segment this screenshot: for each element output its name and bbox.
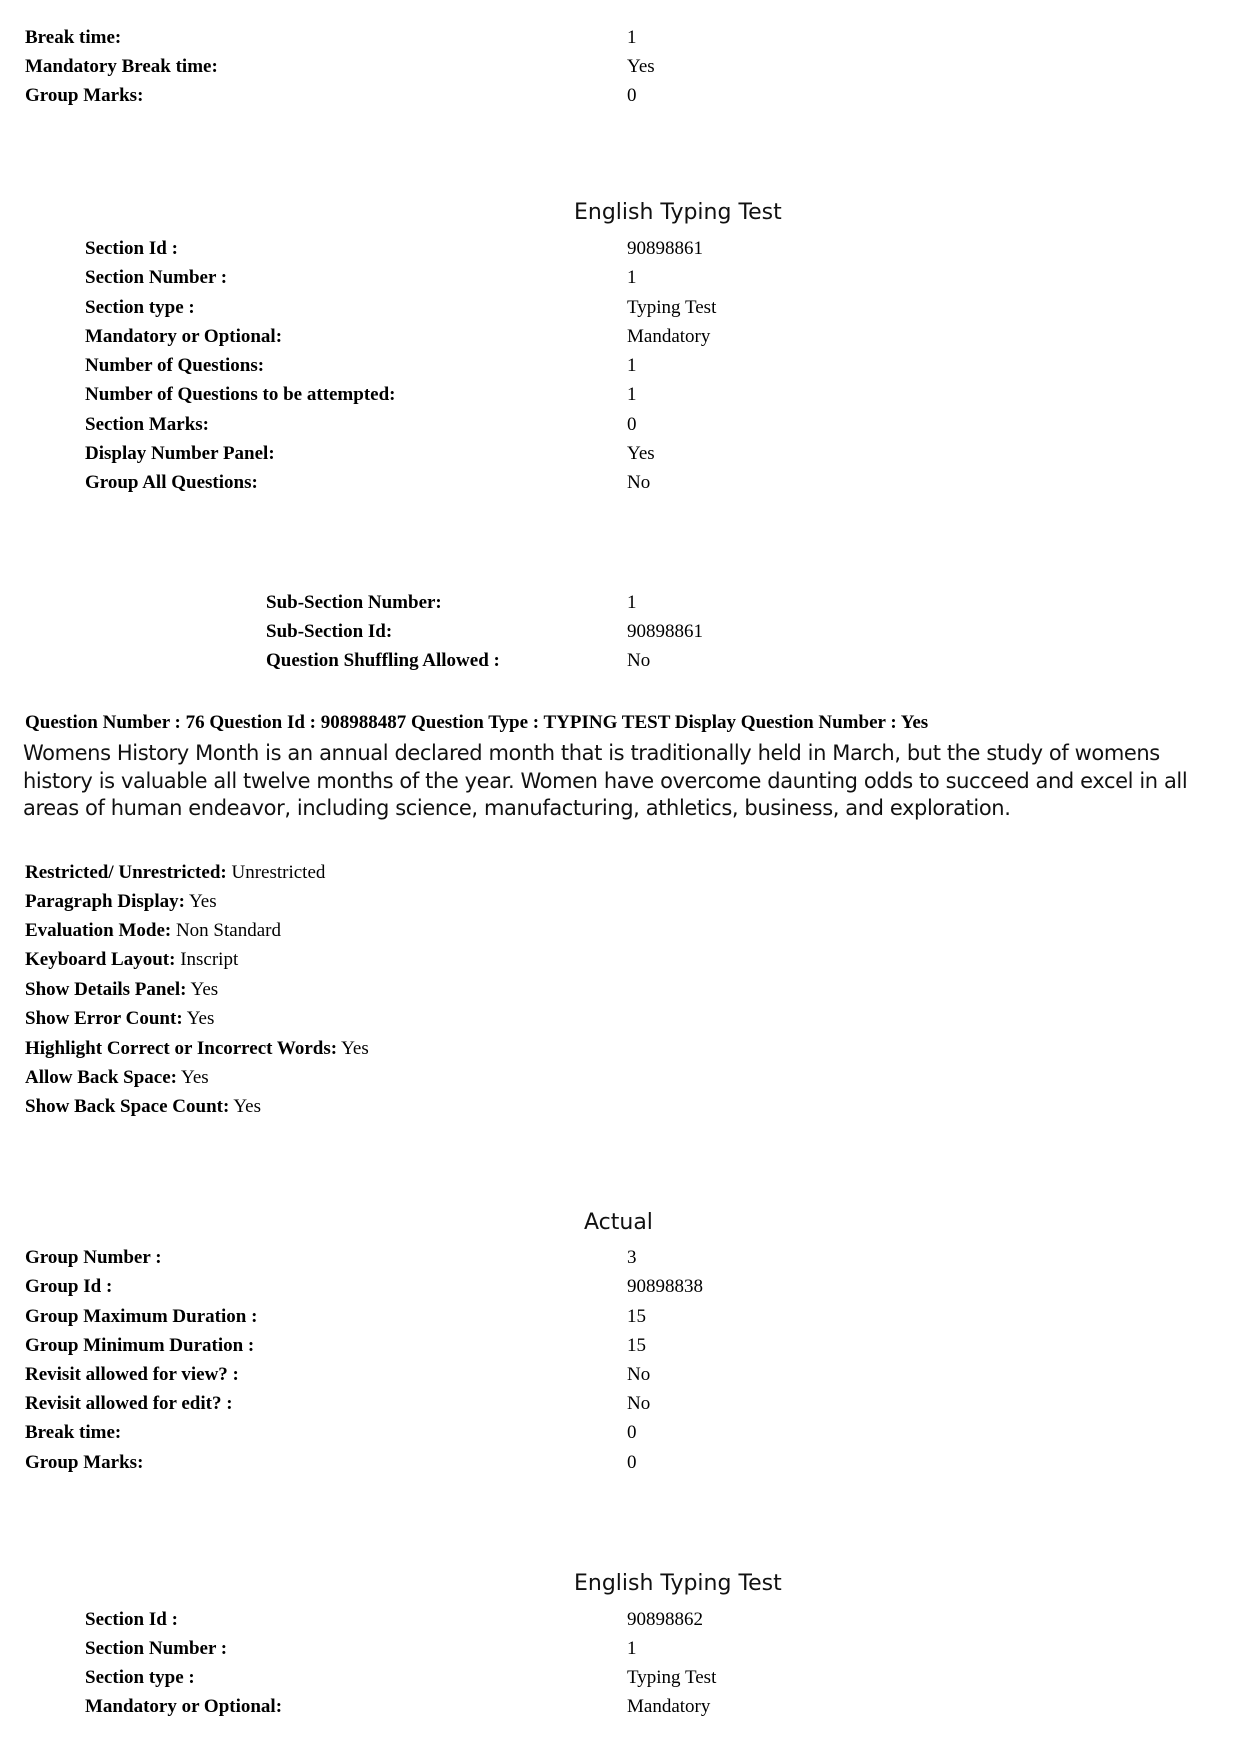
field-value: Mandatory (627, 326, 711, 347)
field-label: Group Marks: (25, 85, 144, 106)
field-label: Section Id : (85, 238, 178, 259)
field-value: Typing Test (627, 297, 717, 318)
field-label: Break time: (25, 27, 122, 48)
field-value: 90898861 (627, 238, 703, 259)
property-label: Show Details Panel: (25, 979, 187, 1000)
field-label: Sub-Section Number: (266, 592, 442, 613)
question-header: Question Number : 76 Question Id : 908988487 Question Type : TYPING TEST Display Question Number : Yes (25, 712, 929, 733)
field-value: 1 (627, 384, 637, 405)
field-value: 15 (627, 1306, 646, 1327)
field-value: 90898862 (627, 1609, 703, 1630)
field-value: 1 (627, 1638, 637, 1659)
section-heading: English Typing Test (574, 1571, 782, 1596)
field-value: No (627, 1393, 651, 1414)
field-value: 15 (627, 1335, 646, 1356)
group-heading: Actual (584, 1210, 653, 1235)
field-label: Mandatory or Optional: (85, 326, 283, 347)
property-row (25, 947, 238, 973)
field-label: Number of Questions: (85, 355, 265, 376)
field-label: Mandatory or Optional: (85, 1696, 283, 1717)
field-label: Group Id : (25, 1276, 113, 1297)
property-row (25, 977, 218, 1003)
field-value: 1 (627, 355, 637, 376)
property-value: Inscript (180, 949, 239, 970)
field-value: 1 (627, 267, 637, 288)
property-value: Yes (190, 979, 219, 1000)
field-label: Group Number : (25, 1247, 162, 1268)
field-value: 1 (627, 592, 637, 613)
property-label: Show Back Space Count: (25, 1096, 230, 1117)
property-label: Evaluation Mode: (25, 920, 172, 941)
field-value: Typing Test (627, 1667, 717, 1688)
field-value: No (627, 472, 651, 493)
field-label: Break time: (25, 1422, 122, 1443)
property-row (25, 918, 281, 944)
field-label: Group Maximum Duration : (25, 1306, 258, 1327)
property-value: Unrestricted (231, 862, 326, 883)
field-value: 3 (627, 1247, 637, 1268)
field-label: Section Id : (85, 1609, 178, 1630)
property-row (25, 1036, 369, 1062)
field-value: 0 (627, 414, 637, 435)
typing-passage: Womens History Month is an annual declared month that is traditionally held in March, but the study of womens history is valuable all twelve months of the year. Women have overcome daunting odds to succeed and excel in all areas of human endeavor, including science, manufacturing, athletics, business, and exploration. (23, 741, 1188, 820)
field-value: 90898861 (627, 621, 703, 642)
field-label: Number of Questions to be attempted: (85, 384, 396, 405)
property-row (25, 860, 325, 886)
field-label: Revisit allowed for view? : (25, 1364, 239, 1385)
property-row (25, 889, 217, 915)
section-heading: English Typing Test (574, 200, 782, 225)
property-value: Non Standard (175, 920, 281, 941)
property-label: Show Error Count: (25, 1008, 183, 1029)
property-row (25, 1094, 261, 1120)
field-label: Display Number Panel: (85, 443, 275, 464)
field-label: Question Shuffling Allowed : (266, 650, 500, 671)
field-value: 0 (627, 1422, 637, 1443)
field-label: Section Number : (85, 1638, 228, 1659)
field-label: Group Marks: (25, 1452, 144, 1473)
field-label: Section type : (85, 297, 195, 318)
field-value: 1 (627, 27, 637, 48)
property-label: Keyboard Layout: (25, 949, 176, 970)
field-value: Yes (627, 443, 655, 464)
property-value: Yes (181, 1067, 209, 1088)
field-label: Group Minimum Duration : (25, 1335, 255, 1356)
field-value: 0 (627, 1452, 637, 1473)
property-label: Highlight Correct or Incorrect Words: (25, 1038, 338, 1059)
field-value: 90898838 (627, 1276, 703, 1297)
property-value: Yes (341, 1038, 369, 1059)
field-value: Mandatory (627, 1696, 711, 1717)
field-label: Section Marks: (85, 414, 210, 435)
property-row (25, 1006, 214, 1032)
field-label: Mandatory Break time: (25, 56, 218, 77)
field-value: No (627, 1364, 651, 1385)
field-value: No (627, 650, 651, 671)
field-value: 0 (627, 85, 637, 106)
field-label: Revisit allowed for edit? : (25, 1393, 233, 1414)
property-value: Yes (233, 1096, 261, 1117)
field-label: Sub-Section Id: (266, 621, 393, 642)
property-label: Allow Back Space: (25, 1067, 177, 1088)
property-value: Yes (186, 1008, 215, 1029)
field-label: Group All Questions: (85, 472, 258, 493)
property-label: Paragraph Display: (25, 891, 185, 912)
field-label: Section type : (85, 1667, 195, 1688)
property-label: Restricted/ Unrestricted: (25, 862, 227, 883)
field-value: Yes (627, 56, 655, 77)
property-row (25, 1065, 209, 1091)
property-value: Yes (188, 891, 217, 912)
field-label: Section Number : (85, 267, 228, 288)
